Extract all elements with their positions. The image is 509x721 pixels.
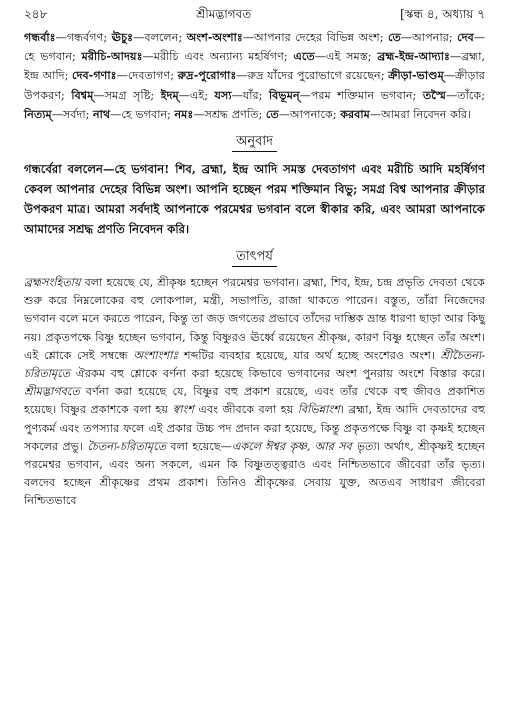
purport-run: বলা হয়েছে যে, শ্রীকৃষ্ণ হচ্ছেন পরমেশ্বর ভগবান। ব্রহ্মা, শিব, ইন্দ্র, চন্দ্র প্রভৃতি দেবতা থেকে শুরু করে নিম্নলোকের বহু লোকপাল, মন্ত্রী, সভাপতি, রাজা থাকতে পারেন। বস্তুত, তাঁরা নিজেদের ভগবান বলে মনে করতে পারেন, কিন্তু তা জড় জগতের প্রভাবে তাঁদের দাম্ভিক ভ্রান্ত ধারণা ছাড়া আর কিছু নয়। প্রকৃতপক্ষে বিষ্ণু হচ্ছেন ভগবান, কিন্তু বিষ্ণুরও ঊর্ধ্বে রয়েছেন শ্রীকৃষ্ণ, কারণ বিষ্ণু হচ্ছেন তাঁর অংশ। এই শ্লোকে সেই সম্বন্ধে [24,276,485,362]
synonym-word: দেব [457,30,474,44]
synonym-word: করবাম [340,106,370,121]
synonym-meaning: —দেবতাগণ; [116,69,178,83]
synonym-meaning: —সর্বদা; [51,107,93,121]
synonym-word: নমঃ [174,106,194,121]
synonym-word: তস্মৈ [422,87,447,102]
synonym-word: বিশ্বম্ [71,87,94,102]
purport-italic-run: শ্রীমদ্ভাগবতে [24,385,80,399]
synonym-meaning: —রুদ্র যাঁদের পুরোভাগে রয়েছেন; [236,69,389,83]
synonym-word: অংশ-অংশাঃ [186,30,243,44]
purport-italic-run: একলে ঈশ্বর কৃষ্ণ, আর সব ভৃত্য [231,439,376,453]
synonym-meaning: —তাঁকে; [446,88,485,102]
purport-italic-run: বিভিন্নাংশ [297,403,340,417]
purport-italic-run: অংশাংশাঃ [133,348,179,362]
purport-text [24,274,485,511]
synonym-meaning: —বললেন; [133,31,187,44]
synonym-word: গন্ধর্বাঃ [24,30,56,44]
chapter-reference: [স্কন্ধ ৪, অধ্যায় ৭ [400,7,485,21]
synonym-word: মরীচি-আদয়ঃ [81,49,143,64]
synonym-meaning: —গন্ধর্বগণ; [55,31,112,44]
synonym-meaning: —এই সমস্ত; [314,50,378,64]
word-synonyms [24,28,485,124]
synonym-meaning: —ব্রহ্মা, ইন্দ্র আদি; [24,50,485,83]
page-header [24,6,485,28]
synonym-word: ক্রীড়া-ভাণ্ডম্ [388,68,444,83]
translation-heading: অনুবাদ [24,132,485,153]
synonym-word: ইদম্ [160,87,179,102]
synonym-meaning: —পরম শক্তিমান ভগবান; [299,88,423,102]
synonym-word: নাথ [93,106,111,121]
synonym-word: ব্রহ্ম-ইন্দ্র-আদ্যাঃ [377,49,450,64]
purport-heading: তাৎপর্য [24,247,485,268]
purport-italic-run: চৈতন্য-চরিতামৃতে [87,439,167,453]
synonym-word: রুদ্র-পুরোগাঃ [177,68,237,83]
synonym-meaning: —ক্রীড়ার উপকরণ; [24,69,485,102]
purport-italic-run: শ্রীচৈতন্য-চরিতামৃতে [24,348,485,381]
synonym-meaning: —আপনার; [400,31,458,44]
synonym-meaning: —যাঁর; [231,88,269,102]
synonym-meaning: —আপনার দেহের বিভিন্ন অংশ; [242,31,389,44]
synonym-meaning: —সমগ্র সৃষ্টি; [93,88,161,102]
synonym-meaning: —হে ভগবান; [24,31,485,64]
synonym-word: যস্য [214,87,232,102]
synonym-meaning: —মরীচি এবং অন্যান্য মহর্ষিগণ; [142,50,294,64]
synonym-word: বিভূমন্ [268,87,300,102]
purport-run: । অর্থাৎ, শ্রীকৃষ্ণই হচ্ছেন পরমেশ্বর ভগবান, এবং অন্য সকলে, এমন কি বিষ্ণুতত্ত্বরাও এবং নিশ্চিতভাবে জীবেরা তাঁর ভৃত্য। বলদেব হচ্ছেন শ্রীকৃষ্ণের প্রথম প্রকাশ। তিনিও শ্রীকৃষ্ণের সেবায় যুক্ত, অতএব সাধারণ জীবেরা নিশ্চিতভাবে [24,439,485,508]
synonym-word: তে [265,106,279,121]
synonym-word: দেব-গণাঃ [72,68,117,83]
synonym-meaning: —হে ভগবান; [110,107,175,121]
purport-italic-run: স্বাংশ [172,403,194,417]
purport-run: বর্ণনা করা হয়েছে যে, বিষ্ণুর বহু প্রকাশ রয়েছে, এবং তাঁর থেকে বহু জীবও প্রকাশিত হয়েছে। বিষ্ণুর প্রকাশকে বলা হয় [24,385,485,417]
synonym-meaning: —আপনাকে; [278,107,341,121]
synonym-meaning: —এই; [178,88,215,102]
synonym-word: ঊচুঃ [111,30,134,44]
purport-italic-run: ব্রহ্মসংহিতায় [24,276,81,290]
synonym-meaning: —সশ্রদ্ধ প্রণতি; [193,107,266,121]
purport-run: । ব্রহ্মা, ইন্দ্র আদি দেবতাদের বহু পুণ্যকর্ম এবং তপস্যার ফলে এই প্রকার উচ্চ পদ প্রদান করা হয়েছে, কিন্তু প্রকৃতপক্ষে বিষ্ণু বা কৃষ্ণই হচ্ছেন সকলের প্রভু। [24,403,485,453]
purport-run: বলা হয়েছে— [166,439,232,453]
translation-text: গন্ধর্বেরা বললেন—হে ভগবান! শিব, ব্রহ্মা, ইন্দ্র আদি সমস্ত দেবতাগণ এবং মরীচি আদি মহর্ষিগণ কেবল আপনার দেহের বিভিন্ন অংশ। আপনি হচ্ছেন পরম শক্তিমান বিভু; সমগ্র বিশ্ব আপনার ক্রীড়ার উপকরণ মাত্র। আমরা সর্বদাই আপনাকে পরমেশ্বর ভগবান বলে স্বীকার করি, এবং আমরা আপনাকে আমাদের সশ্রদ্ধ প্রণতি নিবেদন করি। [24,162,485,237]
synonym-word: নিত্যম্ [24,106,52,121]
purport-run: এবং জীবকে বলা হয় [193,403,298,417]
synonym-word: তে [388,30,401,44]
synonym-meaning: —আমরা নিবেদন করি। [369,107,472,121]
book-title: শ্রীমদ্ভাগবত [196,7,252,21]
page-number: ২৪৮ [24,7,48,21]
purport-run: শব্দটির ব্যবহার হয়েছে, যার অর্থ হচ্ছে অংশেরও অংশ। [178,348,441,362]
purport-run: ঐরকম বহু শ্লোকে বর্ণনা করা হয়েছে কিভাবে ভগবানের অংশ পুনরায় অংশে বিস্তার করে। [70,367,485,381]
synonym-word: এতে [293,49,315,64]
